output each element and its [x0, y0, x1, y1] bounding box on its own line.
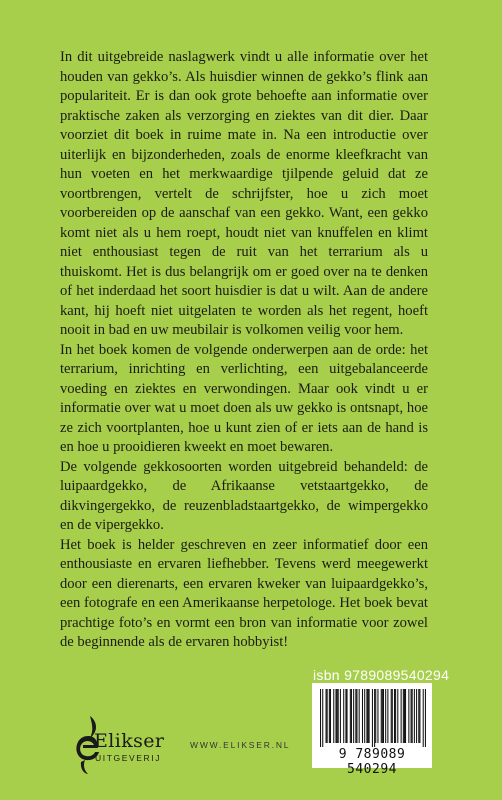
publisher-website: WWW.ELIKSER.NL	[190, 740, 291, 750]
blurb-paragraph-intro: In dit uitgebreide naslagwerk vindt u alle informatie over het houden van gekko’s. Als huisdier winnen de gekko’s flink aan populariteit. Er is dan ook grote behoefte aan informatie over praktische zaken als verzorging en ziektes van dit dier. Daar voorziet dit boek in ruime mate in. Na een introductie over uiterlijk en bijzonderheden, zoals de enorme kleefkracht van hun voeten en het merkwaardige tjilpende geluid dat ze voortbrengen, vertelt de schrijfster, hoe u zich moet voorbereiden op de aanschaf van een gekko. Want, een gekko komt niet als u hem roept, houdt niet van knuffelen en klimt niet enthousiast tegen de ruit van het terrarium als u thuiskomt. Het is dus belangrijk om er goed over na te denken of het inderdaad het soort huisdier is dat u wilt. Aan de andere kant, hij hoeft niet uitgelaten te worden als het regent, hoeft nooit in bad en uw meubilair is volkomen veilig voor hem.	[60, 49, 428, 338]
barcode-bar	[418, 689, 419, 743]
barcode-bar	[395, 689, 396, 743]
barcode-bar	[425, 689, 426, 747]
barcode-bar	[353, 689, 354, 743]
barcode-bar	[333, 689, 334, 743]
publisher-name: Elikser	[94, 730, 165, 752]
barcode-bar	[377, 689, 378, 743]
barcode-bar	[338, 689, 339, 743]
barcode-bar	[397, 689, 398, 743]
barcode-bar	[337, 689, 338, 743]
barcode-bar	[392, 689, 393, 743]
barcode-bar	[381, 689, 382, 743]
blurb-paragraph-topics: In het boek komen de volgende onderwerpen aan de orde: het terrarium, inrichting en verlichting, een uitgebalanceerde voeding en ziektes en verwondingen. Maar ook vindt u er informatie over wat u moet doen als uw gekko is ontsnapt, hoe ze zich voortplanten, hoe u kunt zien of er iets aan de hand is en hoe u prooidieren kweekt en moet bewaren.	[60, 341, 428, 455]
barcode-bar	[343, 689, 344, 743]
barcode-bars	[320, 689, 426, 747]
back-cover-blurb	[60, 48, 428, 653]
barcode-bar	[351, 689, 352, 743]
publisher-logo	[68, 712, 178, 782]
barcode-bar	[330, 689, 331, 743]
barcode-bar	[403, 689, 404, 743]
barcode-bar	[345, 689, 346, 743]
barcode-bar	[374, 689, 375, 747]
isbn-label: isbn 9789089540294	[313, 667, 450, 683]
barcode-bar	[419, 689, 420, 743]
barcode-bar	[416, 689, 417, 743]
barcode-bar	[347, 689, 348, 743]
barcode-bar	[412, 689, 413, 743]
barcode-digits: 9 789089 540294	[338, 747, 406, 777]
barcode-bar	[340, 689, 341, 743]
barcode-bar	[411, 689, 412, 743]
barcode-bar	[414, 689, 415, 743]
barcode-bar	[366, 689, 367, 743]
barcode-bar	[326, 689, 327, 743]
barcode-bar	[335, 689, 336, 743]
barcode-bar	[327, 689, 328, 743]
barcode-bar	[364, 689, 365, 743]
barcode-bar	[408, 689, 409, 743]
barcode-bar	[382, 689, 383, 743]
barcode-bar	[369, 689, 370, 743]
barcode-bar	[372, 689, 373, 747]
publisher-subtitle: UITGEVERIJ	[95, 753, 162, 763]
barcode	[312, 683, 432, 777]
barcode-bar	[394, 689, 395, 743]
barcode-bar	[405, 689, 406, 743]
barcode-bar	[383, 689, 384, 743]
barcode-bar	[322, 689, 323, 747]
barcode-bar	[375, 689, 376, 743]
barcode-bar	[320, 689, 321, 747]
barcode-bar	[359, 689, 360, 743]
barcode-bar	[404, 689, 405, 743]
blurb-paragraph-species: De volgende gekkosoorten worden uitgebreid behandeld: de luipaardgekko, de Afrikaanse vetstaartgekko, de dikvingergekko, de reuzenbladstaartgekko, de wimpergekko en de vipergekko.	[60, 458, 428, 533]
barcode-bar	[329, 689, 330, 743]
barcode-bar	[385, 689, 386, 743]
barcode-bar	[423, 689, 424, 747]
barcode-bar	[355, 689, 356, 743]
barcode-bar	[350, 689, 351, 743]
barcode-bar	[362, 689, 363, 743]
barcode-bar	[391, 689, 392, 743]
blurb-paragraph-closing: Het boek is helder geschreven en zeer informatief door een enthousiaste en ervaren liefhebber. Tevens werd meegewerkt door een dierenarts, een ervaren kweker van luipaardgekko’s, een fotografe en een Amerikaanse herpetologe. Het boek bevat prachtige foto’s en vormt een bron van informatie voor zowel de beginnende als de ervaren hobbyist!	[60, 536, 428, 650]
barcode-bar	[356, 689, 357, 743]
barcode-bar	[387, 689, 388, 743]
barcode-bar	[367, 689, 368, 743]
barcode-bar	[401, 689, 402, 743]
